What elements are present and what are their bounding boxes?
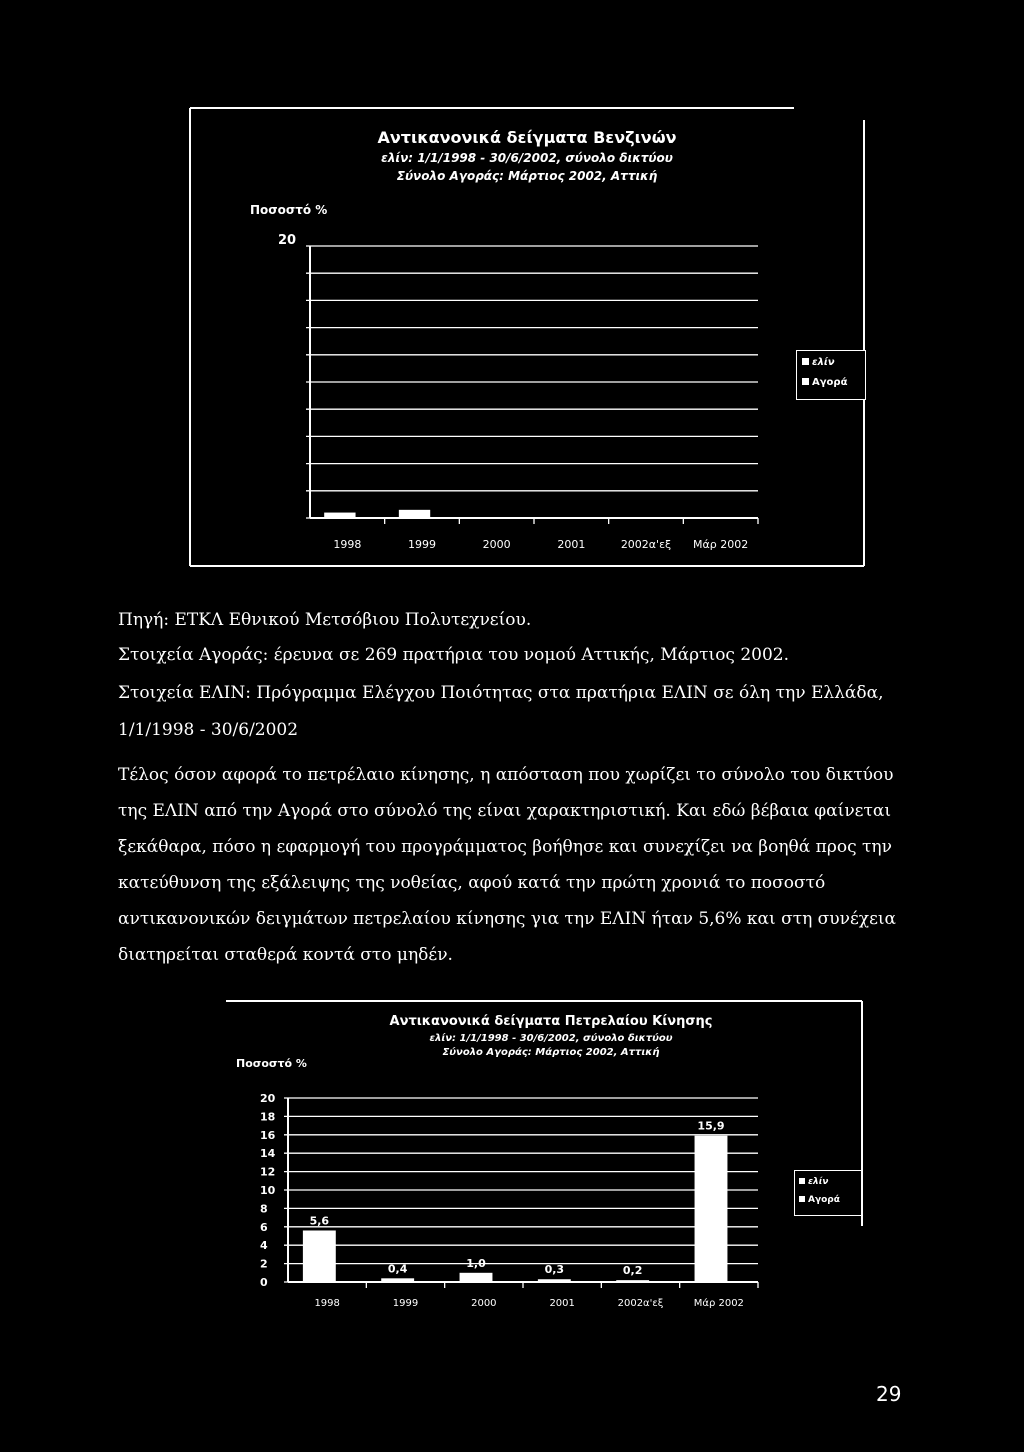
caption-market-data: Στοιχεία Αγοράς: έρευνα σε 269 πρατήρια του νομού Αττικής, Μάρτιος 2002. [118,645,790,665]
legend-label-agora: Αγορά [812,377,848,388]
chart-diesel-plot [226,1000,866,1310]
bar-elin [303,1230,336,1282]
paragraph-line: κατεύθυνση της εξάλειψης της νοθείας, αφού κατά την πρώτη χρονιά το ποσοστό [118,873,826,893]
paragraph-line: της ΕΛΙΝ από την Αγορά στο σύνολό της είναι χαρακτηριστική. Και εδώ βέβαια φαίνεται [118,801,892,821]
legend-swatch-elin [799,1178,805,1184]
chart-petrol-ytick-20: 20 [278,233,297,248]
bar-agora [695,1136,728,1282]
paragraph-line: ξεκάθαρα, πόσο η εφαρμογή του προγράμματος βοήθησε και συνεχίζει να βοηθά προς την [118,837,892,857]
data-label: 5,6 [309,1214,330,1228]
chart-diesel-legend [794,1170,862,1216]
caption-elin-data: Στοιχεία ΕΛΙΝ: Πρόγραμμα Ελέγχου Ποιότητας στα πρατήρια ΕΛΙΝ σε όλη την Ελλάδα, [118,683,884,703]
paragraph-line: αντικανονικών δειγμάτων πετρελαίου κίνησης για την ΕΛΙΝ ήταν 5,6% και στη συνέχεια [118,909,897,929]
chart-petrol-subtitle-2: Σύνολο Αγοράς: Μάρτιος 2002, Αττική [396,169,658,183]
paragraph-line: Τέλος όσον αφορά το πετρέλαιο κίνησης, η απόσταση που χωρίζει το σύνολο του δικτύου [118,765,894,785]
chart-petrol-title: Αντικανονικά δείγματα Βενζινών [377,128,677,147]
y-tick-label: 2 [260,1257,268,1271]
x-tick-label: 2001 [549,1298,575,1309]
legend-item-elin [802,357,835,368]
y-tick-label: 14 [260,1147,276,1161]
chart-petrol-ylabel: Ποσοστό % [250,203,328,217]
chart-diesel-ylabel: Ποσοστό % [236,1057,307,1070]
x-tick-label: 1999 [408,538,436,551]
x-tick-label: 1998 [333,538,362,551]
data-label: 15,9 [697,1119,725,1133]
y-tick-label: 18 [260,1110,276,1124]
caption-source: Πηγή: ΕΤΚΛ Εθνικού Μετσόβιου Πολυτεχνείου. [118,610,532,630]
chart-diesel-subtitle-2: Σύνολο Αγοράς: Μάρτιος 2002, Αττική [442,1047,660,1058]
paragraph-line: διατηρείται σταθερά κοντά στο μηδέν. [118,945,453,965]
chart-petrol-subtitle-1: ελίν: 1/1/1998 - 30/6/2002, σύνολο δικτύου [381,151,673,165]
y-tick-label: 16 [260,1128,276,1142]
data-label: 0,2 [622,1264,643,1278]
bar-elin [399,510,430,518]
body-paragraph [118,757,908,973]
x-tick-label: 2002α'εξ [617,1298,664,1309]
y-tick-label: 6 [260,1220,268,1234]
legend-label-elin: ελίν [812,357,835,368]
bar-elin [460,1273,493,1282]
legend-item-elin [799,1177,828,1187]
y-tick-label: 0 [260,1276,268,1289]
legend-item-agora [802,377,847,388]
chart-diesel-subtitle-1: ελίν: 1/1/1998 - 30/6/2002, σύνολο δικτύου [429,1033,673,1044]
x-tick-label: 2000 [482,538,511,551]
x-tick-label: 1999 [392,1298,419,1309]
y-tick-label: 12 [260,1165,276,1179]
legend-item-agora [799,1195,840,1205]
chart-diesel [226,1000,866,1310]
data-label: 0,3 [544,1263,565,1277]
x-tick-label: 1998 [314,1298,340,1309]
bar-elin [616,1280,649,1282]
bar-elin [324,513,355,518]
x-tick-label: 2001 [557,538,586,551]
x-tick-label: Μάρ 2002 [693,1298,744,1309]
chart-diesel-title: Αντικανονικά δείγματα Πετρελαίου Κίνησης [389,1014,713,1029]
chart-petrol-plot [188,106,866,568]
chart-petrol [188,106,866,568]
chart-petrol-legend [796,350,866,400]
data-label: 1,0 [466,1256,486,1270]
y-tick-label: 4 [260,1239,268,1253]
bar-elin [538,1279,571,1282]
legend-swatch-agora [802,378,809,385]
bar-elin [381,1278,414,1282]
y-tick-label: 10 [260,1184,276,1197]
caption-elin-period: 1/1/1998 - 30/6/2002 [118,720,299,740]
x-tick-label: Μάρ 2002 [693,538,749,551]
x-tick-label: 2002α'εξ [620,538,672,551]
y-tick-label: 8 [260,1202,268,1216]
legend-swatch-agora [799,1196,805,1202]
y-tick-label: 20 [260,1092,276,1105]
legend-label-elin: ελίν [808,1177,829,1187]
page-number: 29 [876,1382,902,1406]
legend-swatch-elin [802,358,809,365]
legend-label-agora: Αγορά [808,1195,840,1205]
x-tick-label: 2000 [471,1298,497,1309]
data-label: 0,4 [387,1262,408,1276]
